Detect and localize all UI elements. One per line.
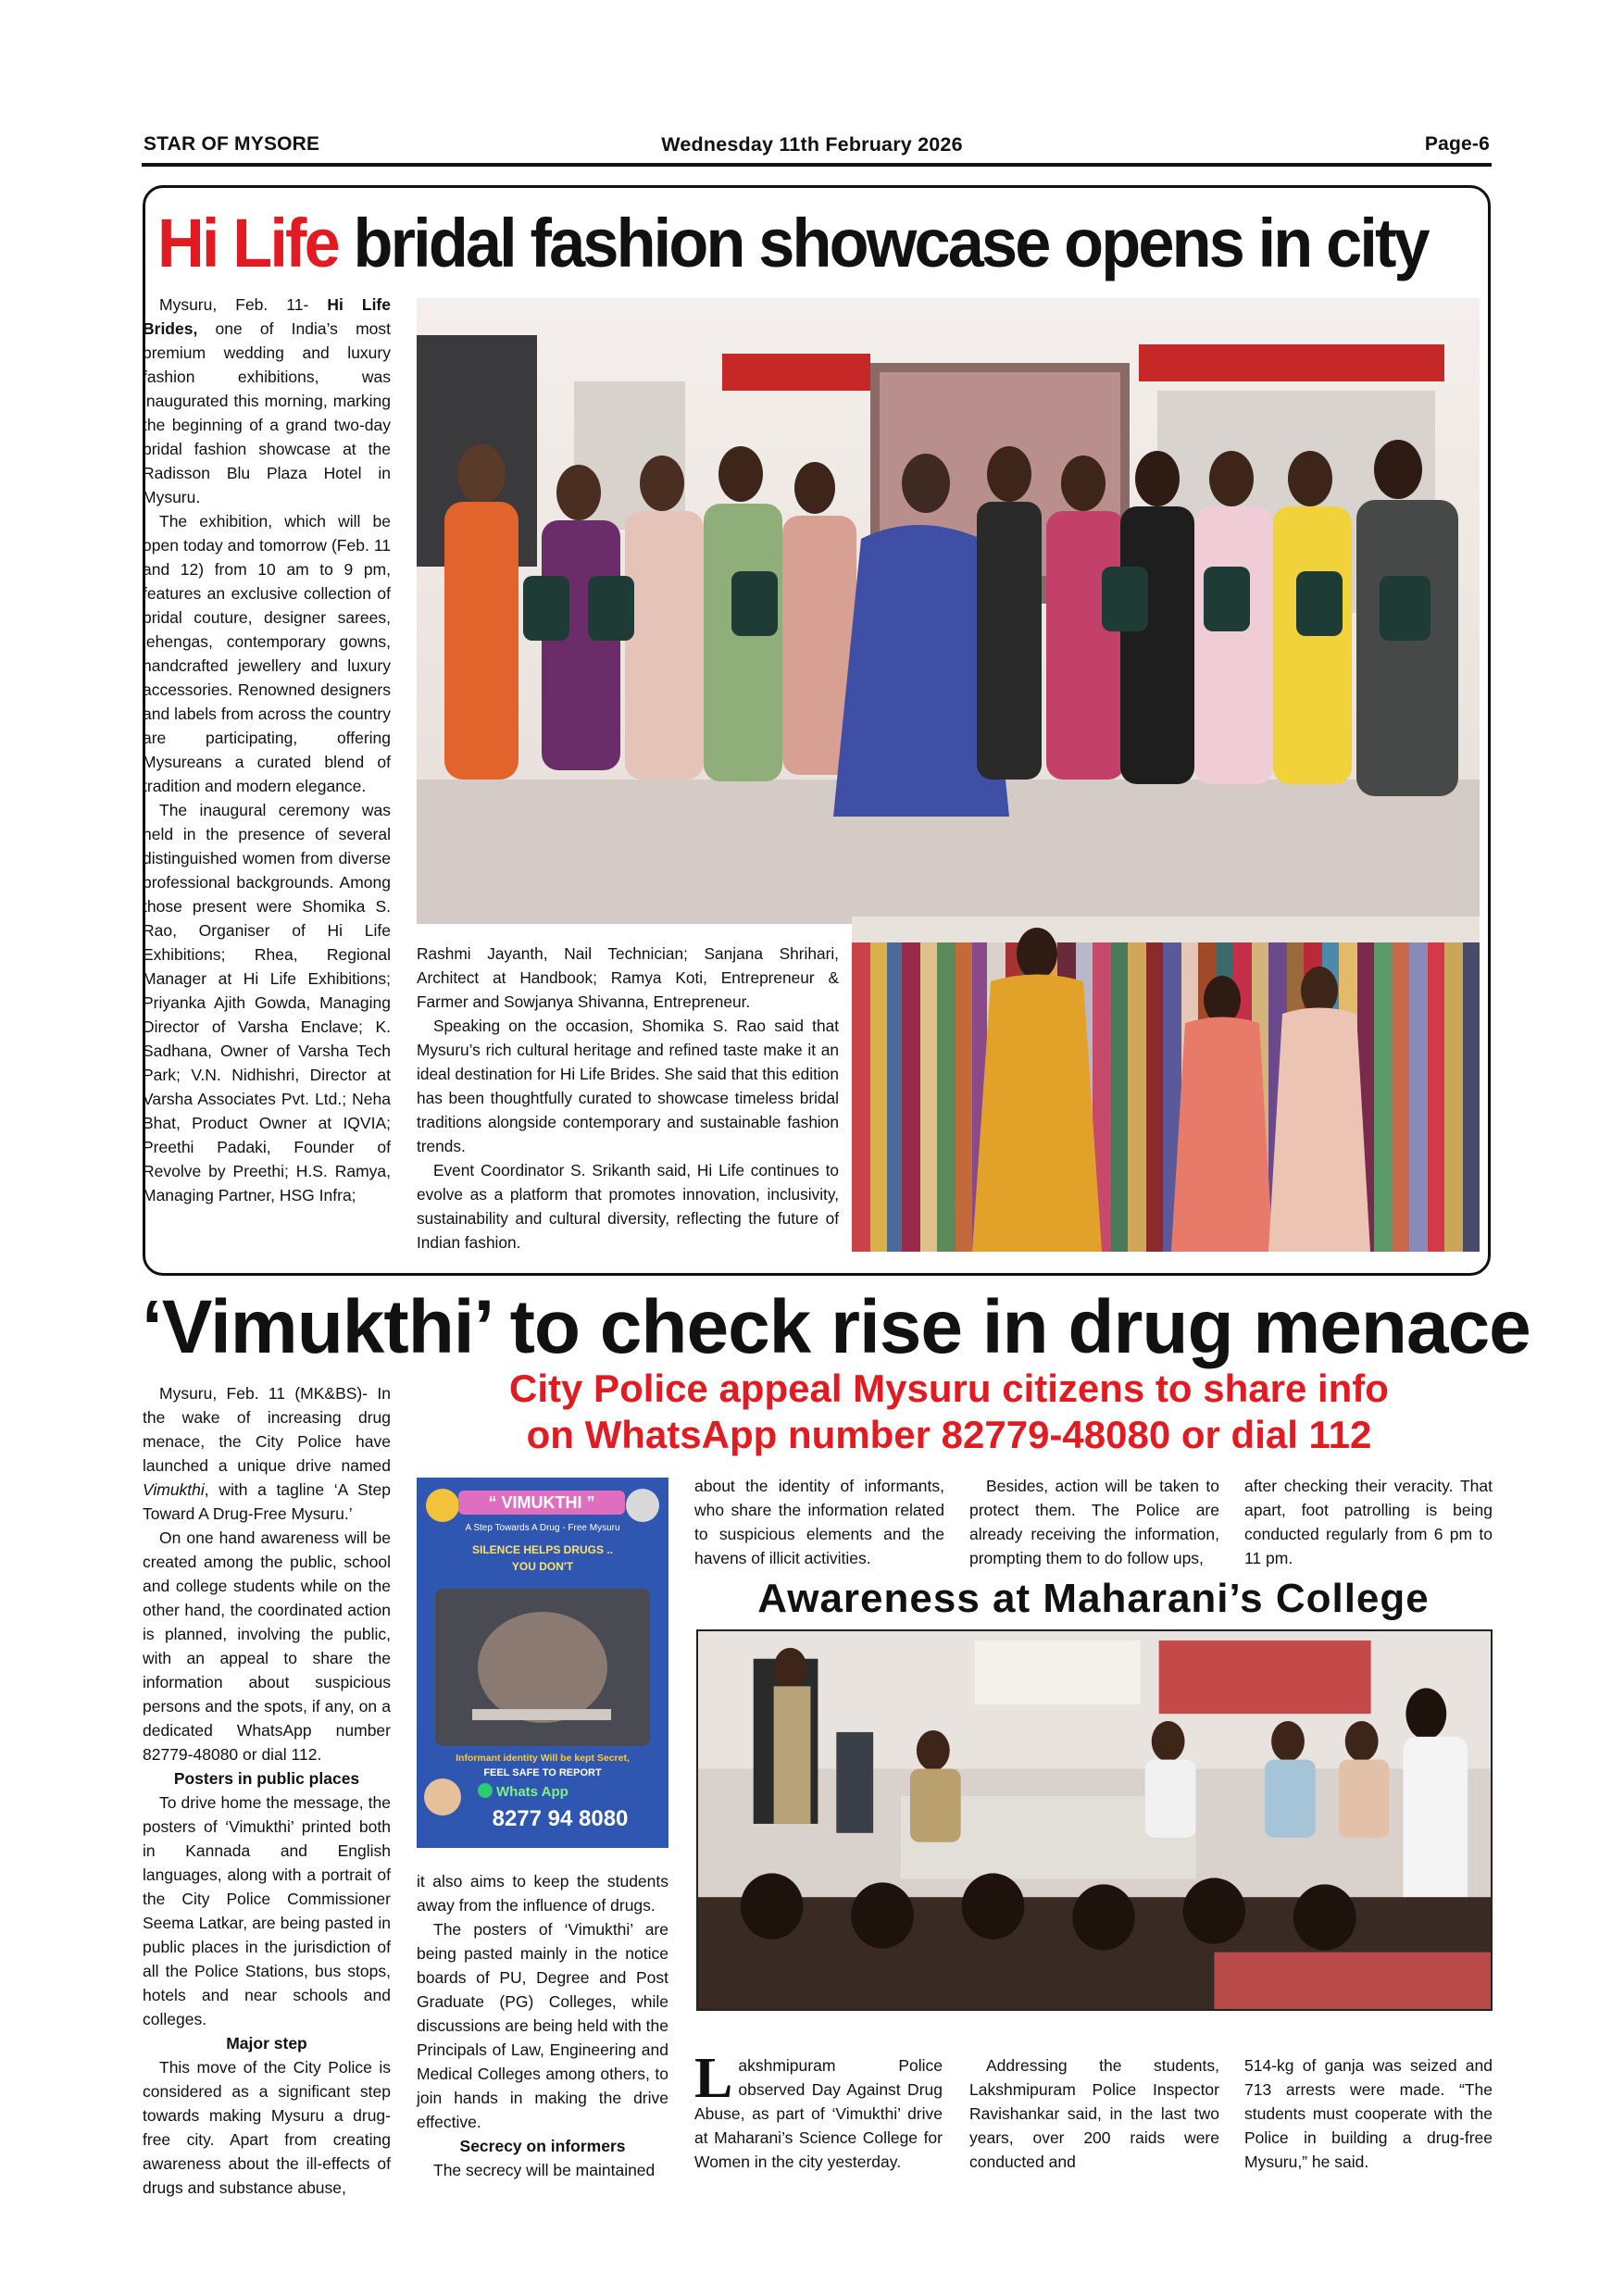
paragraph: about the identity of informants, who share the information related to suspicious elements and the havens of illicit activities.: [694, 1477, 944, 1567]
vimukthi-column-5: [1244, 1474, 1493, 1570]
paragraph: [143, 293, 391, 509]
issue-date: Wednesday 11th February 2026: [661, 133, 963, 156]
hi-life-headline: [157, 202, 1428, 285]
bold-lead: Hi Life Brides,: [143, 295, 391, 338]
vimukthi-column-4: [969, 1474, 1219, 1570]
text: , with a tagline ‘A Step Toward A Drug-Free Mysuru.’: [143, 1480, 391, 1523]
paragraph: Rashmi Jayanth, Nail Technician; Sanjana Shrihari, Architect at Handbook; Ramya Koti, Entrepreneur & Farmer and Sowjanya Shivanna, Entrepreneur.: [417, 944, 839, 1011]
subhead: Major step: [226, 2034, 307, 2053]
hi-life-column-2: [417, 942, 839, 1254]
paragraph: The posters of ‘Vimukthi’ are being pasted mainly in the notice boards of PU, Degree and Post Graduate (PG) Colleges, while discussions are being held with the Principals of Law, Engineering and Medical Colleges among others, to join hands in making the drive effective.: [417, 1920, 668, 2131]
poster-identity-note: Informant identity Will be kept Secret,: [456, 1753, 630, 1764]
paragraph: The secrecy will be maintained: [433, 2161, 656, 2179]
awareness-column-3: [1244, 2053, 1493, 2174]
paragraph: The exhibition, which will be open today and tomorrow (Feb. 11 and 12) from 10 am to 9 pm, features an exclusive collection of bridal couture, designer sarees, lehengas, contemporary gowns, handcrafted jewellery and luxury accessories. Renowned designers and labels from across the country are participating, offering Mysureans a curated blend of tradition and modern elegance.: [143, 512, 391, 795]
paper-name: STAR OF MYSORE: [144, 133, 320, 155]
paragraph: Event Coordinator S. Srikanth said, Hi Life continues to evolve as a platform that promotes innovation, inclusivity, sustainability and cultural diversity, reflecting the future of Indian fashion.: [417, 1161, 839, 1252]
subhead: Secrecy on informers: [459, 2137, 626, 2155]
subhead: Posters in public places: [173, 1769, 360, 1788]
hi-life-column-1: [143, 293, 391, 1207]
maharani-college-photo: [696, 1629, 1493, 2011]
paragraph: To drive home the message, the posters of ‘Vimukthi’ printed both in Kannada and English languages, along with a portrait of the City Police Commissioner Seema Latkar, are being pasted in public places in the jurisdiction of all the Police Stations, bus stops, hotels and near schools and colleges.: [143, 1793, 391, 2028]
awareness-headline: Awareness at Maharani’s College: [757, 1576, 1430, 1621]
poster-feel-safe: FEEL SAFE TO REPORT: [483, 1767, 602, 1778]
headline-rest: bridal fashion showcase opens in city: [337, 205, 1428, 281]
vimukthi-column-3: [694, 1474, 944, 1570]
paragraph: Speaking on the occasion, Shomika S. Rao said that Mysuru’s rich cultural heritage and refined taste make it an ideal destination for Hi Life Brides. She said that this edition has been thoughtfully curated to showcase timeless bridal traditions alongside contemporary and sustainable fashion trends.: [417, 1017, 839, 1155]
whatsapp-icon: [478, 1783, 493, 1798]
awareness-column-1: [694, 2047, 943, 2174]
awareness-column-2: [969, 2053, 1219, 2174]
poster-number: 8277 94 8080: [492, 1806, 629, 1831]
vimukthi-column-2: [417, 1869, 668, 2182]
text: one of India’s most premium wedding and luxury fashion exhibitions, was inaugurated this morning, marking the beginning of a grand two-day bridal fashion showcase at the Radisson Blu Plaza Hotel in Mysuru.: [143, 319, 391, 506]
vimukthi-column-1: [143, 1381, 391, 2200]
paragraph: after checking their veracity. That apart, foot patrolling is being conducted regularly from 6 pm to 11 pm.: [1244, 1477, 1493, 1567]
paragraph: This move of the City Police is considered as a significant step towards making Mysuru a drug-free city. Apart from creating awareness about the ill-effects of drugs and substance abuse,: [143, 2058, 391, 2197]
text: Mysuru, Feb. 11 (MK&BS)- In the wake of increasing drug menace, the City Police have launched a unique drive named: [143, 1384, 391, 1475]
dateline: Mysuru, Feb. 11-: [159, 295, 328, 314]
italic-text: Vimukthi: [143, 1480, 205, 1499]
poster-silence-line-1: SILENCE HELPS DRUGS ..: [471, 1543, 614, 1556]
paragraph: [694, 2047, 943, 2174]
paragraph: Besides, action will be taken to protect them. The Police are already receiving the information, prompting them to do follow ups,: [969, 1477, 1219, 1567]
poster-silence-line-2: YOU DON'T: [511, 1560, 574, 1573]
bridal-showcase-group-photo: [417, 298, 1480, 924]
poster-whatsapp-row: [478, 1783, 626, 1802]
paragraph: The inaugural ceremony was held in the presence of several distinguished women from diverse professional backgrounds. Among those present were Shomika S. Rao, Organiser of Hi Life Exhibitions; Rhea, Regional Manager at Hi Life Exhibitions; Priyanka Ajith Gowda, Managing Director of Varsha Enclave; K. Sadhana, Owner of Varsha Tech Park; V.N. Nidhishri, Director at Varsha Associates Pvt. Ltd.; Neha Bhat, Product Owner at IQVIA; Preethi Padaki, Founder of Revolve by Preethi; H.S. Ramya, Managing Partner, HSG Infra;: [143, 801, 391, 1204]
drop-cap: L: [694, 2047, 733, 2110]
vimukthi-subhead-line-1: City Police appeal Mysuru citizens to share info: [509, 1366, 1389, 1410]
header-rule: [142, 163, 1492, 167]
paragraph: it also aims to keep the students away from the influence of drugs.: [417, 1872, 668, 1915]
headline-red-part: Hi Life: [157, 205, 338, 281]
text: akshmipuram Police observed Day Against Drug Abuse, as part of ‘Vimukthi’ drive at Maharani’s Science College for Women in the city yesterday.: [694, 2056, 943, 2171]
vimukthi-poster: [417, 1478, 668, 1848]
saree-stall-photo: [852, 917, 1480, 1252]
vimukthi-subhead-line-2: on WhatsApp number 82779-48080 or dial 112: [526, 1413, 1372, 1456]
poster-whatsapp-label: Whats App: [496, 1784, 568, 1800]
vimukthi-headline: ‘Vimukthi’ to check rise in drug menace: [142, 1285, 1530, 1369]
paragraph: [143, 1381, 391, 1526]
page-number: Page-6: [1424, 133, 1490, 155]
paragraph: On one hand awareness will be created among the public, school and college students while on the other hand, the coordinated action is planned, involving the public, with an appeal to share the information about suspicious persons and the spots, if any, on a dedicated WhatsApp number 82779-48080 or dial 112.: [143, 1529, 391, 1764]
poster-tagline: A Step Towards A Drug - Free Mysuru: [465, 1523, 620, 1533]
paragraph: Addressing the students, Lakshmipuram Police Inspector Ravishankar said, in the last two years, over 200 raids were conducted and: [969, 2056, 1219, 2171]
paragraph: 514-kg of ganja was seized and 713 arrests were made. “The students must cooperate with the Police in building a drug-free Mysuru,” he said.: [1244, 2056, 1493, 2171]
poster-title: “ VIMUKTHI ”: [458, 1491, 625, 1515]
